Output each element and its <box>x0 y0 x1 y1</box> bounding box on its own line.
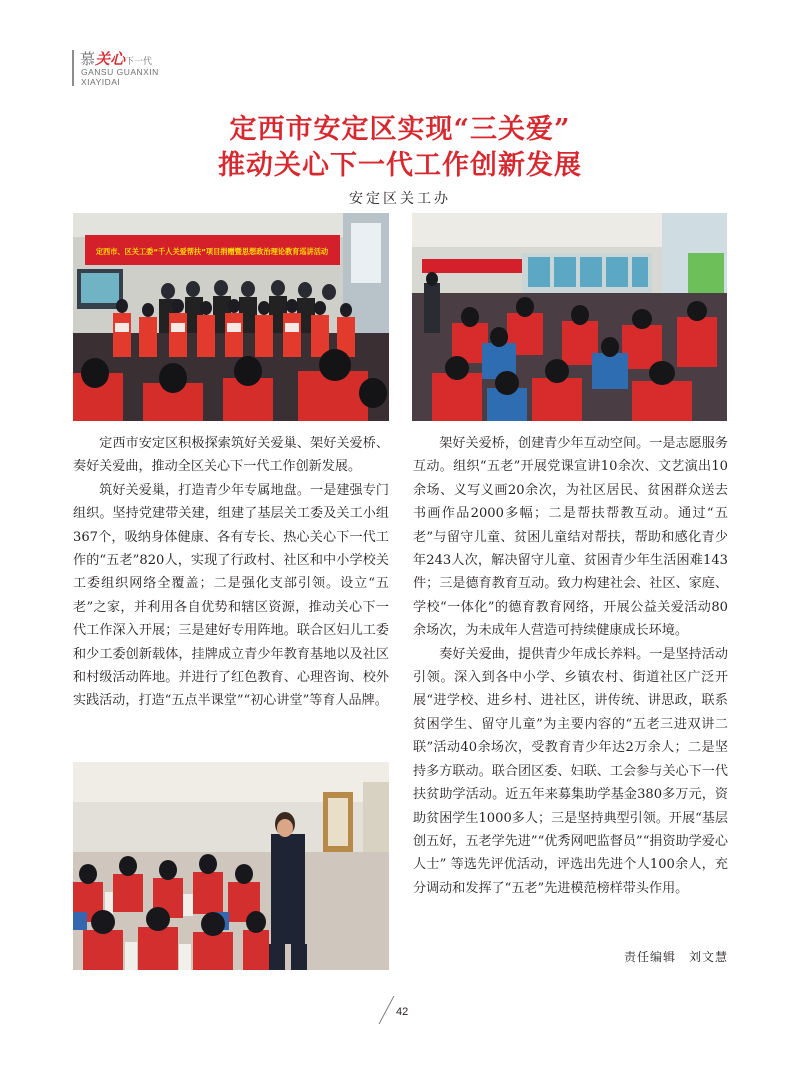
article-title-line1: 定西市安定区实现“三关爱” <box>229 114 571 145</box>
masthead-logo-text <box>80 48 152 69</box>
footer-divider <box>379 996 395 1024</box>
masthead-divider <box>72 50 74 86</box>
masthead-english-line2: XIAYIDAI <box>81 77 121 87</box>
article-title-line2: 推动关心下一代工作创新发展 <box>218 150 582 181</box>
masthead-english-line1: GANSU GUANXIN <box>81 67 159 77</box>
column-left-paragraph-1: 定西市安定区积极探索筑好关爱巢、架好关爱桥、奏好关爱曲，推动全区关心下一代工作创新发展。 <box>73 436 389 475</box>
responsible-editor: 责任编辑 刘文慧 <box>623 950 728 964</box>
article-column-right <box>413 432 728 900</box>
article-column-left <box>73 432 389 713</box>
column-left-paragraph-2: 筑好关爱巢，打造青少年专属地盘。一是建强专门组织。坚持党建带关建，组建了基层关工委及关工小组367个，吸纳身体健康、各有专长、热心关心下一代工作的“五老”820人，实现了行政村、社区和中小学校关工委组织网络全覆盖；二是强化支部引领。设立“五老”之家，并利用各自优势和辖区资源，推动关心下一代工作深入开展；三是建好专用阵地。联合区妇儿工委和少工委创新载体，挂牌成立青少年教育基地以及社区和村级活动阵地。并进行了红色教育、心理咨询、校外实践活动，打造“五点半课堂”“初心讲堂”等育人品牌。 <box>73 482 389 709</box>
banner-text: 定西市、区关工委“千人关爱帮扶”项目捐赠暨思想政治理论教育巡讲活动 <box>95 247 329 256</box>
article-author: 安定区关工办 <box>349 191 451 207</box>
photo-classroom-lecture <box>412 213 727 421</box>
column-right-paragraph-2: 奏好关爱曲，提供青少年成长养料。一是坚持活动引领。深入到各中小学、乡镇农村、街道社区广泛开展“进学校、进乡村、进社区，讲传统、讲思政，联系贫困学生、留守儿童”为主要内容的“五老三进双讲二联”活动40余场次，受教育青少年达2万余人；二是坚持多方联动。联合团区委、妇联、工会参与关心下一代扶贫助学活动。近五年来募集助学基金380多万元，资助贫困学生1000多人；三是坚持典型引领。开展“基层创五好，五老学先进”“优秀网吧监督员”“捐资助学爱心人士” 等选先评优活动，评选出先进个人100余人，充分调动和发挥了“五老”先进模范榜样带头作用。 <box>413 646 728 896</box>
page-number: 42 <box>396 1006 409 1018</box>
masthead-suffix: 下一代 <box>125 57 153 67</box>
magazine-masthead <box>72 46 212 94</box>
photo-speaker-with-students <box>73 762 389 970</box>
photo-donation-ceremony <box>73 213 389 421</box>
masthead-prefix: 慕 <box>80 50 96 68</box>
masthead-accent: 关心 <box>95 50 126 68</box>
column-right-paragraph-1: 架好关爱桥，创建青少年互动空间。一是志愿服务互动。组织“五老”开展党课宣讲10余次、文艺演出10余场、义写义画20余次，为社区居民、贫困群众送去书画作品2000多幅；二是帮扶帮教互动。通过“五老”与留守儿童、贫困儿童结对帮扶，帮助和感化青少年243人次，解决留守儿童、贫困青少年生活困难143件；三是德育教育互动。致力构建社会、社区、家庭、学校“一体化”的德育教育网络，开展公益关爱活动80余场次，为未成年人营造可持续健康成长环境。 <box>413 436 728 639</box>
